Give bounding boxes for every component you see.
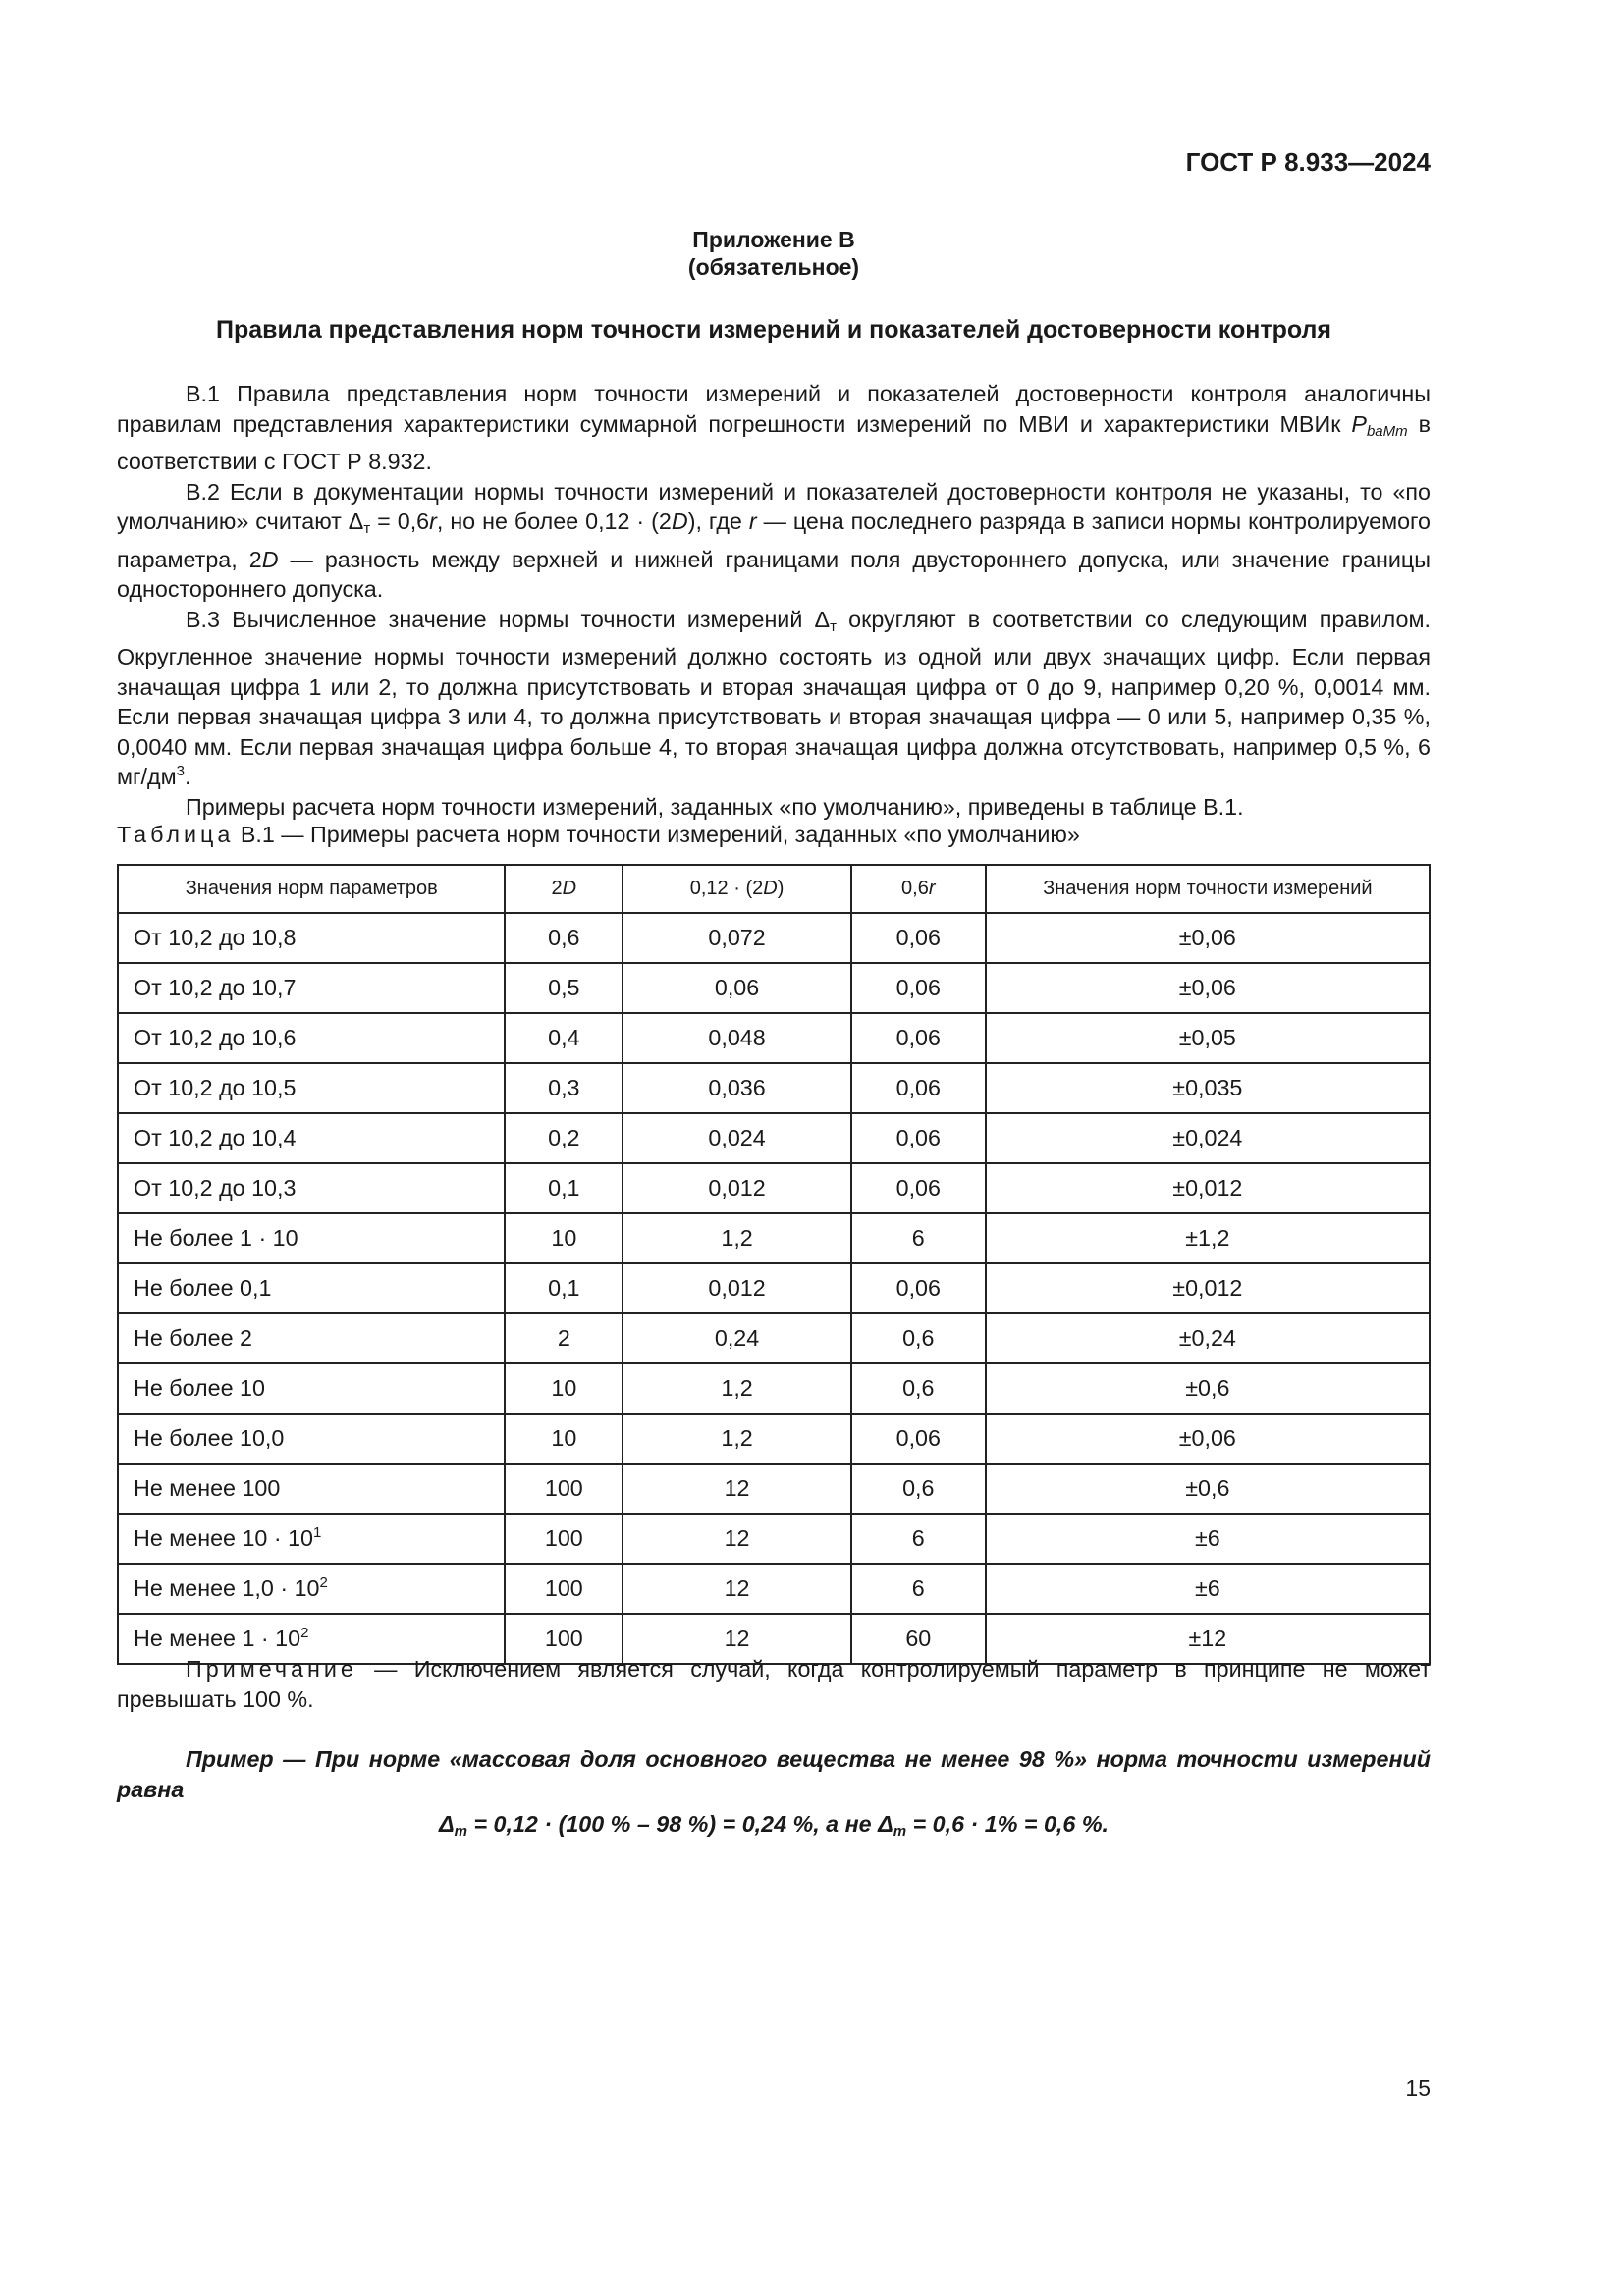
b2-text-d: ), где — [687, 508, 749, 534]
document-header: ГОСТ Р 8.933—2024 — [1185, 147, 1431, 177]
cell-param — [118, 1163, 505, 1213]
table-row — [118, 1163, 1430, 1213]
cell-2d — [505, 963, 623, 1013]
cell-2d — [505, 1063, 623, 1113]
cell-accuracy — [986, 1464, 1430, 1514]
norms-table — [117, 864, 1431, 1665]
cell-06r-text: 0,06 — [895, 925, 941, 950]
cell-06r — [851, 1414, 986, 1464]
cell-2d-text: 10 — [551, 1225, 577, 1251]
cell-accuracy-text: ±0,012 — [1172, 1275, 1243, 1301]
cell-param — [118, 1414, 505, 1464]
cell-012-2d-text: 0,012 — [708, 1275, 766, 1301]
cell-06r — [851, 963, 986, 1013]
formula-delta-1: Δ — [438, 1811, 455, 1837]
table-caption-text: В.1 — Примеры расчета норм точности измерений, заданных «по умолчанию» — [234, 822, 1080, 847]
paragraph-b3 — [117, 605, 1431, 792]
cell-012-2d-text: 1,2 — [721, 1225, 753, 1251]
cell-2d-text: 100 — [544, 1575, 583, 1601]
cell-accuracy-text: ±0,012 — [1172, 1175, 1243, 1201]
cell-06r-text: 0,6 — [902, 1325, 935, 1351]
b3-text-c: . — [184, 764, 191, 789]
header-2d-num: 2 — [551, 878, 563, 899]
cell-2d — [505, 1263, 623, 1313]
cell-06r-text: 0,06 — [895, 1425, 941, 1451]
cell-012-2d — [623, 1063, 851, 1113]
cell-param-text: Не менее 1,0 · 10 — [134, 1575, 320, 1601]
cell-accuracy — [986, 1263, 1430, 1313]
cell-012-2d-text: 12 — [724, 1525, 750, 1551]
cell-06r-text: 6 — [911, 1225, 925, 1251]
cell-accuracy-text: ±0,6 — [1185, 1375, 1230, 1401]
cell-2d — [505, 1514, 623, 1564]
b3-sup: 3 — [176, 763, 185, 779]
header-012-b: ) — [777, 878, 785, 899]
b3-delta: Δ — [814, 606, 831, 632]
cell-012-2d — [623, 913, 851, 963]
cell-param-text: Не более 1 · 10 — [134, 1225, 298, 1251]
cell-2d — [505, 913, 623, 963]
header-06r-num: 0,6 — [901, 878, 929, 899]
header-accuracy: Значения норм точности измерений — [986, 865, 1430, 913]
cell-accuracy — [986, 963, 1430, 1013]
cell-2d-text: 0,1 — [548, 1175, 580, 1201]
header-012-a: 0,12 · (2 — [689, 878, 764, 899]
cell-accuracy — [986, 1564, 1430, 1614]
norms-table-body — [118, 913, 1430, 1664]
b2-text-f: — разность между верхней и нижней границами поля двустороннего допуска, или значение границы одностороннего допуска. — [117, 546, 1432, 602]
cell-param — [118, 963, 505, 1013]
cell-06r — [851, 1113, 986, 1163]
table-header-row — [118, 865, 1430, 913]
cell-06r-text: 0,06 — [895, 1025, 941, 1050]
cell-012-2d — [623, 963, 851, 1013]
cell-accuracy-text: ±6 — [1194, 1575, 1220, 1601]
header-012-2d — [623, 865, 851, 913]
cell-012-2d-text: 12 — [724, 1475, 750, 1501]
note-text: — Исключением является случай, когда контролируемый параметр в принципе не может превышать 100 %. — [117, 1656, 1431, 1712]
cell-param-text: От 10,2 до 10,4 — [134, 1125, 297, 1150]
cell-06r-text: 0,06 — [895, 1275, 941, 1301]
table-row — [118, 1263, 1430, 1313]
cell-2d-text: 100 — [544, 1525, 583, 1551]
cell-accuracy-text: ±0,06 — [1178, 975, 1236, 1000]
table-row — [118, 963, 1430, 1013]
cell-2d-text: 0,2 — [548, 1125, 580, 1150]
b2-d1: D — [671, 508, 688, 534]
example-block — [117, 1744, 1431, 1846]
cell-accuracy-text: ±0,6 — [1185, 1475, 1230, 1501]
cell-accuracy — [986, 1313, 1430, 1363]
cell-accuracy — [986, 1363, 1430, 1414]
table-row — [118, 1063, 1430, 1113]
cell-param-text: Не более 2 — [134, 1325, 252, 1351]
cell-accuracy — [986, 1063, 1430, 1113]
cell-param — [118, 1313, 505, 1363]
formula-sub-2: m — [893, 1823, 907, 1840]
exponent: 2 — [300, 1625, 309, 1641]
cell-012-2d-text: 1,2 — [721, 1425, 753, 1451]
cell-012-2d-text: 0,012 — [708, 1175, 766, 1201]
exponent: 1 — [313, 1524, 322, 1541]
cell-012-2d-text: 0,24 — [714, 1325, 760, 1351]
note-label: Примечание — [186, 1656, 357, 1682]
cell-2d — [505, 1414, 623, 1464]
cell-2d-text: 100 — [544, 1626, 583, 1651]
cell-06r-text: 0,06 — [895, 1125, 941, 1150]
cell-012-2d-text: 0,024 — [708, 1125, 766, 1150]
b3-text-a: В.3 Вычисленное значение нормы точности измерений — [186, 606, 815, 632]
table-row — [118, 1313, 1430, 1363]
table-caption — [117, 822, 1080, 848]
cell-2d — [505, 1163, 623, 1213]
b2-text-c: , но не более 0,12 · (2 — [436, 508, 672, 534]
b2-d2: D — [261, 546, 279, 572]
cell-2d — [505, 1564, 623, 1614]
paragraph-b2 — [117, 477, 1431, 605]
cell-012-2d — [623, 1464, 851, 1514]
cell-2d-text: 10 — [551, 1375, 577, 1401]
cell-2d — [505, 1013, 623, 1063]
cell-param — [118, 1113, 505, 1163]
cell-param-text: От 10,2 до 10,3 — [134, 1175, 297, 1201]
cell-2d-text: 2 — [557, 1325, 570, 1351]
formula-mid: = 0,12 · (100 % – 98 %) = 0,24 %, а не — [466, 1811, 879, 1837]
header-2d-var: D — [562, 878, 577, 899]
cell-param — [118, 1063, 505, 1113]
cell-012-2d — [623, 1113, 851, 1163]
cell-06r — [851, 1564, 986, 1614]
cell-param — [118, 1263, 505, 1313]
cell-2d — [505, 1363, 623, 1414]
cell-06r-text: 6 — [911, 1525, 925, 1551]
cell-012-2d — [623, 1363, 851, 1414]
cell-012-2d — [623, 1213, 851, 1263]
cell-06r — [851, 913, 986, 963]
paragraph-b1 — [117, 379, 1431, 477]
example-formula — [117, 1809, 1431, 1846]
cell-accuracy-text: ±0,024 — [1172, 1125, 1243, 1150]
b1-text-b: в соответствии с ГОСТ Р 8.932. — [117, 410, 1431, 474]
cell-06r — [851, 1464, 986, 1514]
cell-accuracy-text: ±0,24 — [1178, 1325, 1236, 1351]
cell-2d — [505, 1313, 623, 1363]
cell-accuracy — [986, 1163, 1430, 1213]
cell-06r-text: 0,6 — [902, 1375, 935, 1401]
table-row — [118, 1464, 1430, 1514]
cell-param — [118, 1213, 505, 1263]
header-param-values: Значения норм параметров — [118, 865, 505, 913]
cell-06r — [851, 1213, 986, 1263]
cell-2d-text: 0,3 — [548, 1075, 580, 1100]
b3-delta-sub: т — [830, 617, 837, 635]
table-row — [118, 1363, 1430, 1414]
cell-param-text: Не менее 10 · 10 — [134, 1525, 314, 1551]
cell-accuracy — [986, 913, 1430, 963]
table-caption-word: Таблица — [117, 822, 235, 847]
cell-param-text: От 10,2 до 10,5 — [134, 1075, 297, 1100]
cell-012-2d — [623, 1263, 851, 1313]
formula-sub-1: m — [454, 1823, 467, 1840]
cell-06r — [851, 1313, 986, 1363]
cell-06r — [851, 1263, 986, 1313]
cell-012-2d-text: 0,06 — [714, 975, 760, 1000]
cell-06r-text: 60 — [905, 1626, 932, 1651]
cell-06r-text: 6 — [911, 1575, 925, 1601]
cell-accuracy-text: ±0,06 — [1178, 925, 1236, 950]
cell-param-text: Не более 10 — [134, 1375, 265, 1401]
cell-06r-text: 0,6 — [902, 1475, 935, 1501]
cell-param-text: Не менее 100 — [134, 1475, 281, 1501]
cell-012-2d — [623, 1414, 851, 1464]
body-text — [117, 379, 1431, 822]
b2-r1: r — [429, 508, 437, 534]
b2-text-b: = 0,6 — [370, 508, 430, 534]
table-row — [118, 913, 1430, 963]
annex-title: Приложение В — [692, 227, 855, 252]
cell-accuracy — [986, 1013, 1430, 1063]
cell-012-2d-text: 12 — [724, 1626, 750, 1651]
b2-r2: r — [748, 508, 757, 534]
table-row — [118, 1414, 1430, 1464]
cell-accuracy — [986, 1514, 1430, 1564]
page-number: 15 — [1405, 2075, 1431, 2101]
cell-06r — [851, 1514, 986, 1564]
cell-accuracy-text: ±12 — [1188, 1626, 1227, 1651]
cell-param — [118, 1514, 505, 1564]
cell-param-text: Не более 0,1 — [134, 1275, 272, 1301]
b1-symbol-sub: baMm — [1366, 422, 1408, 440]
cell-accuracy — [986, 1113, 1430, 1163]
section-title: Правила представления норм точности измерений и показателей достоверности контроля — [216, 316, 1331, 344]
header-06r — [851, 865, 986, 913]
cell-param — [118, 1564, 505, 1614]
header-2d — [505, 865, 623, 913]
cell-06r — [851, 1363, 986, 1414]
table-row — [118, 1013, 1430, 1063]
b2-text-a: В.2 Если в документации нормы точности измерений и показателей достоверности контроля не указаны, то «по умолчанию» считают — [117, 478, 1431, 534]
cell-2d-text: 10 — [551, 1425, 577, 1451]
b2-delta: Δ — [348, 508, 364, 534]
cell-012-2d — [623, 1163, 851, 1213]
example-text: Пример — При норме «массовая доля основного вещества не менее 98 %» норма точности измерений равна — [117, 1746, 1431, 1802]
cell-accuracy-text: ±0,06 — [1178, 1425, 1236, 1451]
cell-012-2d-text: 12 — [724, 1575, 750, 1601]
table-row — [118, 1213, 1430, 1263]
b2-delta-sub: т — [363, 520, 371, 537]
cell-param — [118, 1013, 505, 1063]
cell-06r-text: 0,06 — [895, 1175, 941, 1201]
cell-2d — [505, 1464, 623, 1514]
annex-heading — [117, 226, 1431, 281]
cell-accuracy — [986, 1414, 1430, 1464]
cell-2d-text: 0,6 — [548, 925, 580, 950]
cell-2d-text: 0,1 — [548, 1275, 580, 1301]
cell-06r-text: 0,06 — [895, 1075, 941, 1100]
cell-param — [118, 1464, 505, 1514]
table-row — [118, 1564, 1430, 1614]
cell-06r — [851, 1163, 986, 1213]
cell-accuracy-text: ±0,035 — [1172, 1075, 1243, 1100]
table-row — [118, 1113, 1430, 1163]
table-note — [117, 1654, 1431, 1715]
cell-012-2d — [623, 1564, 851, 1614]
header-06r-var: r — [928, 878, 936, 899]
cell-2d — [505, 1113, 623, 1163]
cell-param — [118, 1363, 505, 1414]
b1-symbol: P — [1351, 410, 1367, 437]
cell-2d — [505, 1213, 623, 1263]
cell-06r-text: 0,06 — [895, 975, 941, 1000]
table-row — [118, 1514, 1430, 1564]
cell-012-2d-text: 1,2 — [721, 1375, 753, 1401]
cell-param-text: От 10,2 до 10,8 — [134, 925, 297, 950]
cell-2d-text: 0,5 — [548, 975, 580, 1000]
cell-012-2d — [623, 1313, 851, 1363]
annex-status: (обязательное) — [687, 254, 860, 280]
cell-accuracy-text: ±0,05 — [1178, 1025, 1236, 1050]
cell-accuracy-text: ±6 — [1194, 1525, 1220, 1551]
cell-012-2d — [623, 1514, 851, 1564]
cell-accuracy — [986, 1213, 1430, 1263]
paragraph-b4: Примеры расчета норм точности измерений, заданных «по умолчанию», приведены в таблице В.1. — [186, 793, 1244, 820]
cell-06r — [851, 1013, 986, 1063]
b3-text-b: округляют в соответствии со следующим правилом. Округленное значение нормы точности измерений должно состоять из одной или двух значащих цифр. Если первая значащая цифра 1 или 2, то должна присутствовать и вторая значащая цифра от 0 до 9, например 0,20 %, 0,0014 мм. Если первая значащая цифра 3 или 4, то должна присутствовать и вторая значащая цифра — 0 или 5, например 0,35 %, 0,0040 мм. Если первая значащая цифра больше 4, то вторая значащая цифра должна отсутствовать, например 0,5 %, 6 мг/дм — [117, 606, 1431, 789]
cell-2d-text: 0,4 — [548, 1025, 580, 1050]
cell-012-2d-text: 0,072 — [708, 925, 766, 950]
formula-end: = 0,6 · 1% = 0,6 %. — [906, 1811, 1110, 1837]
cell-param-text: От 10,2 до 10,7 — [134, 975, 297, 1000]
cell-param-text: Не более 10,0 — [134, 1425, 285, 1451]
cell-012-2d-text: 0,048 — [708, 1025, 766, 1050]
cell-accuracy-text: ±1,2 — [1185, 1225, 1230, 1251]
cell-param-text: От 10,2 до 10,6 — [134, 1025, 297, 1050]
b2-text-e: — цена последнего разряда в записи нормы контролируемого параметра, 2 — [117, 508, 1431, 572]
cell-012-2d — [623, 1013, 851, 1063]
cell-param — [118, 913, 505, 963]
cell-012-2d-text: 0,036 — [708, 1075, 766, 1100]
cell-2d-text: 100 — [544, 1475, 583, 1501]
cell-param-text: Не менее 1 · 10 — [134, 1626, 301, 1651]
formula-delta-2: Δ — [878, 1811, 893, 1837]
cell-06r — [851, 1063, 986, 1113]
exponent: 2 — [319, 1575, 328, 1591]
b1-text-a: В.1 Правила представления норм точности измерений и показателей достоверности контроля аналогичны правилам представления характеристики суммарной погрешности измерений по МВИ и характеристики МВИк — [117, 381, 1431, 437]
header-012-var: D — [763, 878, 778, 899]
